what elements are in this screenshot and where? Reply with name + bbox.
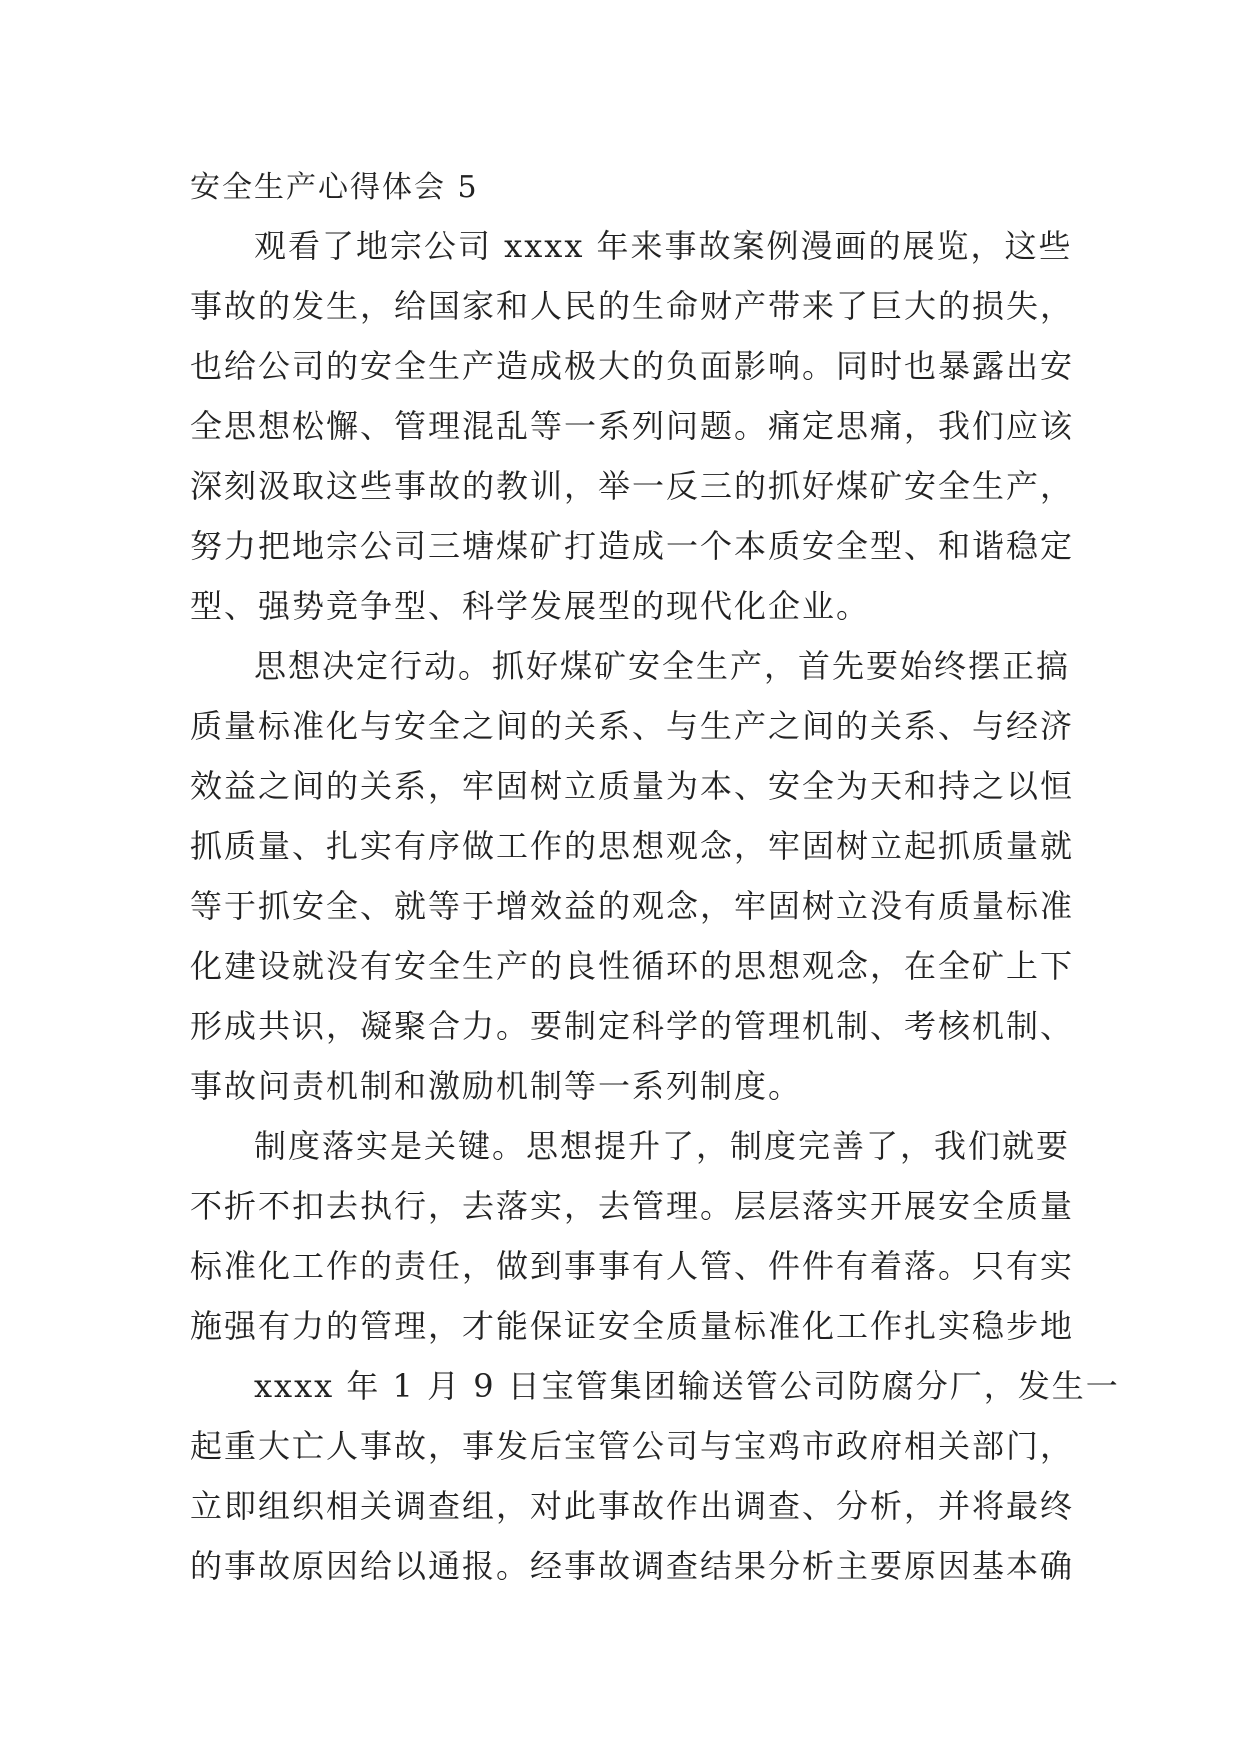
paragraph-1-line-6: 努力把地宗公司三塘煤矿打造成一个本质安全型、和谐稳定 bbox=[190, 527, 1075, 565]
paragraph-1-line-2: 事故的发生，给国家和人民的生命财产带来了巨大的损失， bbox=[190, 287, 1075, 325]
paragraph-1-line-7: 型、强势竞争型、科学发展型的现代化企业。 bbox=[190, 587, 871, 625]
paragraph-2-line-7: 形成共识，凝聚合力。要制定科学的管理机制、考核机制、 bbox=[190, 1007, 1075, 1045]
paragraph-1-line-1: 观看了地宗公司 xxxx 年来事故案例漫画的展览，这些 bbox=[254, 227, 1073, 265]
paragraph-3-line-1: 制度落实是关键。思想提升了，制度完善了，我们就要 bbox=[254, 1127, 1071, 1165]
paragraph-1-line-4: 全思想松懈、管理混乱等一系列问题。痛定思痛，我们应该 bbox=[190, 407, 1075, 445]
paragraph-4-line-3: 立即组织相关调查组，对此事故作出调查、分析，并将最终 bbox=[190, 1487, 1075, 1525]
paragraph-2-line-2: 质量标准化与安全之间的关系、与生产之间的关系、与经济 bbox=[190, 707, 1075, 745]
paragraph-2-line-4: 抓质量、扎实有序做工作的思想观念，牢固树立起抓质量就 bbox=[190, 827, 1075, 865]
paragraph-4-line-4: 的事故原因给以通报。经事故调查结果分析主要原因基本确 bbox=[190, 1547, 1075, 1585]
paragraph-3-line-4: 施强有力的管理，才能保证安全质量标准化工作扎实稳步地 bbox=[190, 1307, 1075, 1345]
document-body bbox=[190, 160, 1120, 1596]
paragraph-2-line-3: 效益之间的关系，牢固树立质量为本、安全为天和持之以恒 bbox=[190, 767, 1075, 805]
paragraph-1-line-5: 深刻汲取这些事故的教训，举一反三的抓好煤矿安全生产， bbox=[190, 467, 1075, 505]
paragraph-4-line-1: xxxx 年 1 月 9 日宝管集团输送管公司防腐分厂，发生一 bbox=[254, 1367, 1120, 1405]
paragraph-3-line-2: 不折不扣去执行，去落实，去管理。层层落实开展安全质量 bbox=[190, 1187, 1075, 1225]
paragraph-4-line-2: 起重大亡人事故，事发后宝管公司与宝鸡市政府相关部门， bbox=[190, 1427, 1075, 1465]
paragraph-2-line-6: 化建设就没有安全生产的良性循环的思想观念，在全矿上下 bbox=[190, 947, 1075, 985]
document-title: 安全生产心得体会 5 bbox=[190, 170, 479, 205]
paragraph-2-line-5: 等于抓安全、就等于增效益的观念，牢固树立没有质量标准 bbox=[190, 887, 1075, 925]
paragraph-2-line-1: 思想决定行动。抓好煤矿安全生产，首先要始终摆正搞 bbox=[254, 647, 1071, 685]
paragraph-3-line-3: 标准化工作的责任，做到事事有人管、件件有着落。只有实 bbox=[190, 1247, 1075, 1285]
paragraph-1-line-3: 也给公司的安全生产造成极大的负面影响。同时也暴露出安 bbox=[190, 347, 1075, 385]
paragraph-2-line-8: 事故问责机制和激励机制等一系列制度。 bbox=[190, 1067, 803, 1105]
